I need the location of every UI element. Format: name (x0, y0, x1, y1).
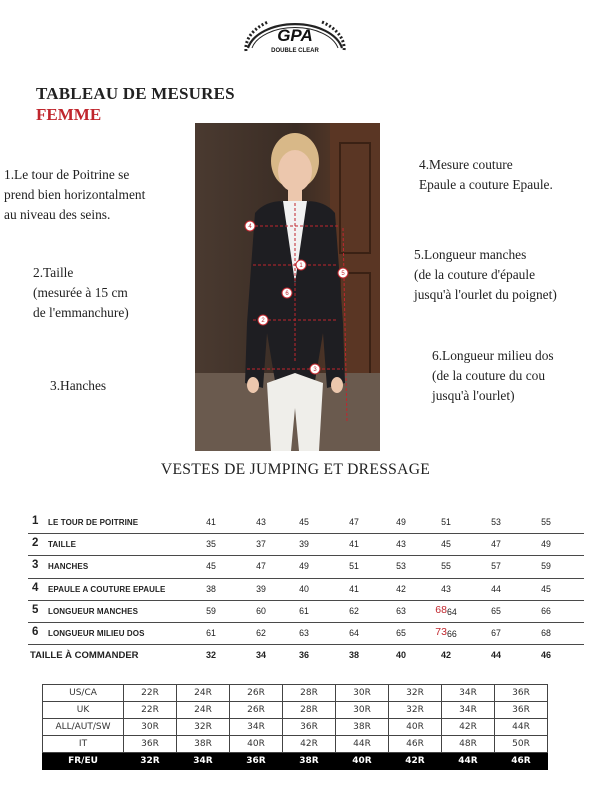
row-value (334, 517, 374, 527)
measurement-row (28, 579, 584, 601)
conversion-value: 42R (389, 753, 442, 770)
row-value (526, 561, 566, 571)
value-text: 40 (299, 583, 309, 594)
measurement-table (28, 512, 584, 667)
conversion-value: 30R (124, 719, 177, 736)
conversion-value: 38R (283, 753, 336, 770)
value-text: 63 (299, 627, 309, 638)
value-text: 41 (349, 539, 359, 550)
row-value (526, 539, 566, 549)
value-text: 63 (396, 605, 406, 616)
order-size-value: 36 (298, 650, 309, 661)
row-label: LE TOUR DE POITRINE (48, 518, 139, 527)
value-text: 53 (491, 517, 501, 527)
conversion-value: 36R (230, 753, 283, 770)
row-value (426, 603, 466, 618)
conversion-value: 28R (283, 685, 336, 702)
row-number: 2 (32, 537, 39, 550)
row-number: 6 (32, 625, 39, 638)
conversion-value: 32R (124, 753, 177, 770)
row-value (191, 539, 231, 549)
value-text: 62 (256, 627, 266, 638)
conversion-value: 32R (389, 685, 442, 702)
conversion-value: 40R (336, 753, 389, 770)
conversion-value: 46R (495, 753, 548, 770)
row-value (381, 628, 421, 638)
row-value (191, 561, 231, 571)
order-size-value: 44 (490, 650, 501, 661)
marker-4: 4 (248, 224, 252, 230)
conversion-value: 40R (230, 736, 283, 753)
order-size-label: TAILLE À COMMANDER (30, 650, 139, 662)
conversion-value: 44R (336, 736, 389, 753)
row-value (476, 561, 516, 571)
conversion-value: 32R (177, 719, 230, 736)
value-text: 65 (491, 605, 501, 616)
page-title: TABLEAU DE MESURES (36, 84, 235, 103)
value-text: 66 (541, 605, 551, 616)
row-value (284, 517, 324, 527)
conversion-value: 40R (389, 719, 442, 736)
row-value (241, 628, 281, 638)
row-value (284, 606, 324, 616)
marker-6: 6 (285, 291, 289, 297)
value-text: 41 (206, 517, 216, 527)
row-value (476, 539, 516, 549)
value-text: 57 (491, 561, 501, 572)
row-value (241, 606, 281, 616)
row-value (241, 539, 281, 549)
conversion-row (43, 685, 548, 702)
row-value (334, 584, 374, 594)
note-waist: 2.Taille (mesurée à 15 cm de l'emmanchure) (33, 265, 129, 320)
row-value (426, 517, 466, 527)
row-value (476, 584, 516, 594)
value-text: 59 (541, 561, 551, 572)
svg-text:DOUBLE CLEAR: DOUBLE CLEAR (271, 48, 319, 54)
row-value (241, 584, 281, 594)
row-label: LONGUEUR MANCHES (48, 606, 139, 616)
marker-3: 3 (313, 367, 317, 373)
row-label: HANCHES (48, 562, 89, 572)
row-value (526, 628, 566, 638)
row-value (476, 517, 516, 527)
value-text: 45 (299, 517, 309, 527)
order-size-row (28, 645, 584, 667)
row-value (284, 628, 324, 638)
row-value (476, 606, 516, 616)
row-value (426, 584, 466, 594)
page-subtitle: FEMME (36, 105, 102, 124)
row-value (526, 606, 566, 616)
row-value (334, 539, 374, 549)
order-size-value: 46 (540, 650, 551, 661)
measurement-row (28, 623, 584, 645)
model-photo (195, 123, 380, 451)
row-value (381, 539, 421, 549)
value-text: 41 (349, 583, 359, 594)
value-text: 38 (206, 583, 216, 594)
row-value (476, 628, 516, 638)
note-shoulder: 4.Mesure couture Epaule a couture Epaule. (419, 157, 553, 192)
order-size-value: 42 (440, 650, 451, 661)
row-value (381, 606, 421, 616)
conversion-value: 26R (230, 702, 283, 719)
conversion-value: 30R (336, 702, 389, 719)
value-text: 55 (441, 561, 451, 572)
marker-5: 5 (341, 271, 345, 277)
value-text: 61 (299, 605, 309, 616)
marker-2: 2 (261, 318, 265, 324)
conversion-value: 22R (124, 702, 177, 719)
value-text: 49 (299, 561, 309, 572)
order-size-value: 40 (395, 650, 406, 661)
value-text: 39 (256, 583, 266, 594)
value-text: 60 (256, 605, 266, 616)
row-value (526, 584, 566, 594)
measurement-row (28, 556, 584, 578)
row-value (381, 584, 421, 594)
note-hips: 3.Hanches (50, 378, 107, 393)
value-text: 61 (206, 627, 216, 638)
value-text: 45 (541, 583, 551, 594)
conversion-value: 38R (336, 719, 389, 736)
conversion-value: 36R (124, 736, 177, 753)
row-value (334, 628, 374, 638)
row-value (284, 561, 324, 571)
row-value (426, 539, 466, 549)
value-text: 39 (299, 539, 309, 550)
value-text: 67 (491, 627, 501, 638)
conversion-value: 34R (442, 702, 495, 719)
conversion-value: 34R (230, 719, 283, 736)
row-value (334, 561, 374, 571)
svg-text:GPA: GPA (277, 26, 313, 45)
row-label: EPAULE A COUTURE EPAULE (48, 584, 166, 594)
value-text: 64 (446, 606, 457, 617)
conversion-value: 32R (389, 702, 442, 719)
row-value (241, 517, 281, 527)
value-text: 53 (396, 561, 406, 572)
conversion-value: 36R (495, 702, 548, 719)
value-text: 44 (491, 583, 501, 594)
conversion-value: 34R (442, 685, 495, 702)
value-text: 64 (349, 627, 359, 638)
row-value (191, 584, 231, 594)
value-text: 49 (541, 539, 551, 550)
row-value (241, 561, 281, 571)
conversion-value: 22R (124, 685, 177, 702)
conversion-value: 42R (442, 719, 495, 736)
conversion-value: 48R (442, 736, 495, 753)
note-sleeve: 5.Longueur manches (de la couture d'épaule jusqu'à l'ourlet du poignet) (414, 247, 557, 302)
value-text: 43 (441, 583, 451, 594)
measurement-row (28, 601, 584, 623)
value-text: 45 (206, 561, 216, 572)
note-back-length: 6.Longueur milieu dos (de la couture du cou jusqu'à l'ourlet) (432, 348, 554, 403)
value-text: 43 (256, 517, 266, 527)
row-value (191, 606, 231, 616)
value-text: 62 (349, 605, 359, 616)
value-text: 65 (396, 627, 406, 638)
note-chest: 1.Le tour de Poitrine se prend bien horizontalment au niveau des seins. (4, 167, 146, 222)
conversion-value: 34R (177, 753, 230, 770)
value-text: 45 (441, 539, 451, 550)
brand-logo (238, 8, 352, 58)
conversion-value: 24R (177, 685, 230, 702)
value-text: 43 (396, 539, 406, 550)
value-text: 49 (396, 517, 406, 527)
conversion-value: 44R (495, 719, 548, 736)
value-text: 35 (206, 539, 216, 550)
row-value (284, 539, 324, 549)
order-size-value: 38 (348, 650, 359, 661)
conversion-value: 30R (336, 685, 389, 702)
conversion-value: 36R (283, 719, 336, 736)
conversion-value: 36R (495, 685, 548, 702)
size-conversion-table (42, 684, 548, 770)
conversion-value: 42R (283, 736, 336, 753)
conversion-row (43, 719, 548, 736)
conversion-value: 26R (230, 685, 283, 702)
value-text: 51 (349, 561, 359, 572)
conversion-value: 24R (177, 702, 230, 719)
row-value (191, 628, 231, 638)
value-text: 55 (541, 517, 551, 527)
conversion-value: 50R (495, 736, 548, 753)
value-text: 47 (256, 561, 266, 572)
conversion-value: 38R (177, 736, 230, 753)
row-value (526, 517, 566, 527)
conversion-label: FR/EU (43, 753, 124, 770)
measurement-row (28, 512, 584, 534)
value-text: 66 (446, 628, 457, 639)
row-number: 3 (32, 559, 39, 572)
conversion-label: ALL/AUT/SW (43, 719, 124, 736)
conversion-value: 46R (389, 736, 442, 753)
row-value (381, 517, 421, 527)
row-number: 1 (32, 515, 39, 527)
value-text: 68 (541, 627, 551, 638)
handwritten-note: 68 (435, 603, 447, 616)
order-size-value: 34 (255, 650, 266, 661)
conversion-row (43, 753, 548, 770)
conversion-value: 28R (283, 702, 336, 719)
order-size-value: 32 (205, 650, 216, 661)
conversion-label: IT (43, 736, 124, 753)
row-value (284, 584, 324, 594)
conversion-row (43, 736, 548, 753)
conversion-label: UK (43, 702, 124, 719)
row-value (191, 517, 231, 527)
value-text: 59 (206, 605, 216, 616)
row-value (334, 606, 374, 616)
row-label: TAILLE (48, 540, 77, 550)
row-value (426, 625, 466, 640)
row-value (381, 561, 421, 571)
conversion-label: US/CA (43, 685, 124, 702)
conversion-value: 44R (442, 753, 495, 770)
conversion-row (43, 702, 548, 719)
row-number: 5 (32, 603, 39, 616)
measurement-row (28, 534, 584, 556)
section-title: VESTES DE JUMPING ET DRESSAGE (160, 461, 431, 478)
marker-1: 1 (299, 263, 303, 269)
row-number: 4 (32, 581, 39, 594)
row-label: LONGUEUR MILIEU DOS (48, 628, 145, 638)
handwritten-note: 73 (435, 625, 447, 638)
value-text: 47 (491, 539, 501, 550)
value-text: 37 (256, 539, 266, 550)
value-text: 42 (396, 583, 406, 594)
value-text: 51 (441, 517, 451, 527)
value-text: 47 (349, 517, 359, 527)
row-value (426, 561, 466, 571)
